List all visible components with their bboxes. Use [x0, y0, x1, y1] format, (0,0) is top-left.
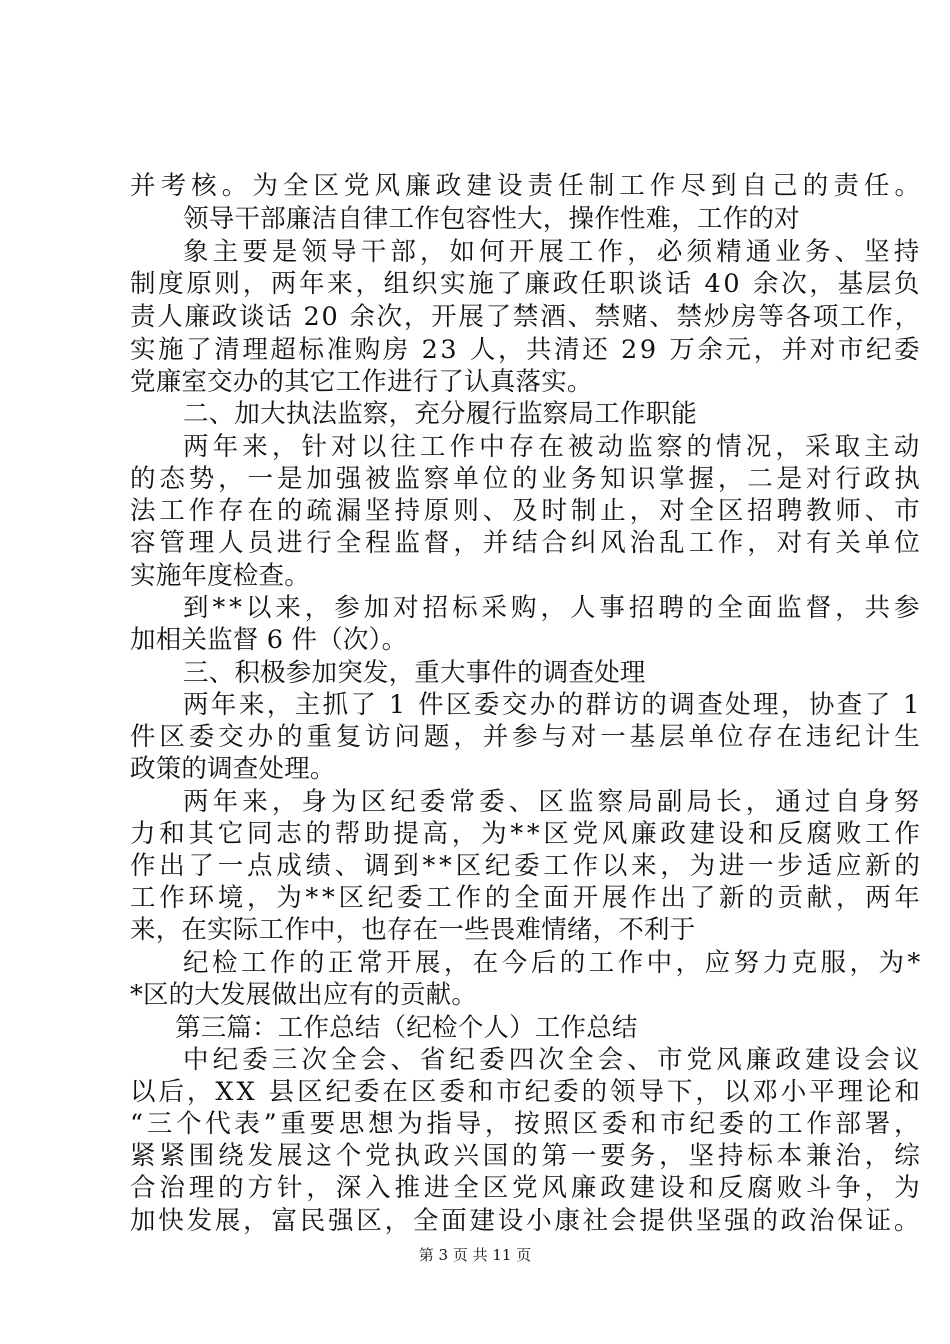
paragraph-line: 实施了清理超标准购房 23 人，共清还 29 万余元，并对市纪委 — [130, 335, 923, 365]
paragraph-line: 政策的调查处理。 — [130, 754, 336, 784]
paragraph-line: 以后，XX 县区纪委在区委和市纪委的领导下，以邓小平理论和 — [130, 1077, 923, 1107]
paragraph-line: 紧紧围绕发展这个党执政兴国的第一要务，坚持标本兼治，综 — [130, 1141, 924, 1171]
paragraph-line: 工作环境，为**区纪委工作的全面开展作出了新的贡献，两年 — [130, 883, 924, 913]
paragraph-line: 件区委交办的重复访问题，并参与对一基层单位存在违纪计生 — [130, 722, 924, 752]
paragraph-line: 三、积极参加突发，重大事件的调查处理 — [183, 658, 646, 688]
page-footer: 第 3 页 共 11 页 — [418, 1246, 532, 1264]
paragraph-line: 象主要是领导干部，如何开展工作，必须精通业务、坚持 — [183, 237, 924, 267]
paragraph-line: 并考核。为全区党风廉政建设责任制工作尽到自己的责任。 — [130, 171, 926, 201]
paragraph-line: 的态势，一是加强被监察单位的业务知识掌握，二是对行政执 — [130, 464, 924, 494]
paragraph-line: 两年来，身为区纪委常委、区监察局副局长，通过自身努 — [183, 787, 924, 817]
paragraph-line: “三个代表”重要思想为指导，按照区委和市纪委的工作部署， — [130, 1109, 924, 1139]
paragraph-line: 合治理的方针，深入推进全区党风廉政建设和反腐败斗争，为 — [130, 1173, 924, 1203]
paragraph-line: 二、加大执法监察，充分履行监察局工作职能 — [183, 399, 698, 429]
paragraph-line: 两年来，主抓了 1 件区委交办的群访的调查处理，协查了 1 — [183, 690, 922, 720]
paragraph-line: 容管理人员进行全程监督，并结合纠风治乱工作，对有关单位 — [130, 528, 924, 558]
paragraph-line: 责人廉政谈话 20 余次，开展了禁酒、禁赌、禁炒房等各项工作， — [130, 302, 922, 332]
paragraph-line: 领导干部廉洁自律工作包容性大，操作性难，工作的对 — [183, 204, 800, 234]
paragraph-line: 来，在实际工作中，也存在一些畏难情绪，不利于 — [130, 915, 696, 945]
paragraph-line: *区的大发展做出应有的贡献。 — [130, 980, 478, 1010]
paragraph-line: 法工作存在的疏漏坚持原则、及时制止，对全区招聘教师、市 — [130, 496, 924, 526]
paragraph-line: 作出了一点成绩、调到**区纪委工作以来，为进一步适应新的 — [130, 851, 924, 881]
paragraph-line: 到**以来，参加对招标采购，人事招聘的全面监督，共参 — [183, 593, 924, 623]
paragraph-line: 纪检工作的正常开展，在今后的工作中，应努力克服，为* — [183, 948, 924, 978]
paragraph-line: 力和其它同志的帮助提高，为**区党风廉政建设和反腐败工作 — [130, 819, 924, 849]
paragraph-line: 加相关监督 6 件（次）。 — [130, 625, 408, 655]
paragraph-line: 第三篇：工作总结（纪检个人）工作总结 — [175, 1013, 638, 1043]
paragraph-line: 两年来，针对以往工作中存在被动监察的情况，采取主动 — [183, 432, 924, 462]
paragraph-line: 中纪委三次全会、省纪委四次全会、市党风廉政建设会议 — [183, 1045, 924, 1075]
paragraph-line: 加快发展，富民强区，全面建设小康社会提供坚强的政治保证。 — [130, 1206, 923, 1236]
paragraph-line: 党廉室交办的其它工作进行了认真落实。 — [130, 367, 593, 397]
paragraph-line: 制度原则，两年来，组织实施了廉政任职谈话 40 余次，基层负 — [130, 269, 923, 299]
paragraph-line: 实施年度检查。 — [130, 561, 310, 591]
